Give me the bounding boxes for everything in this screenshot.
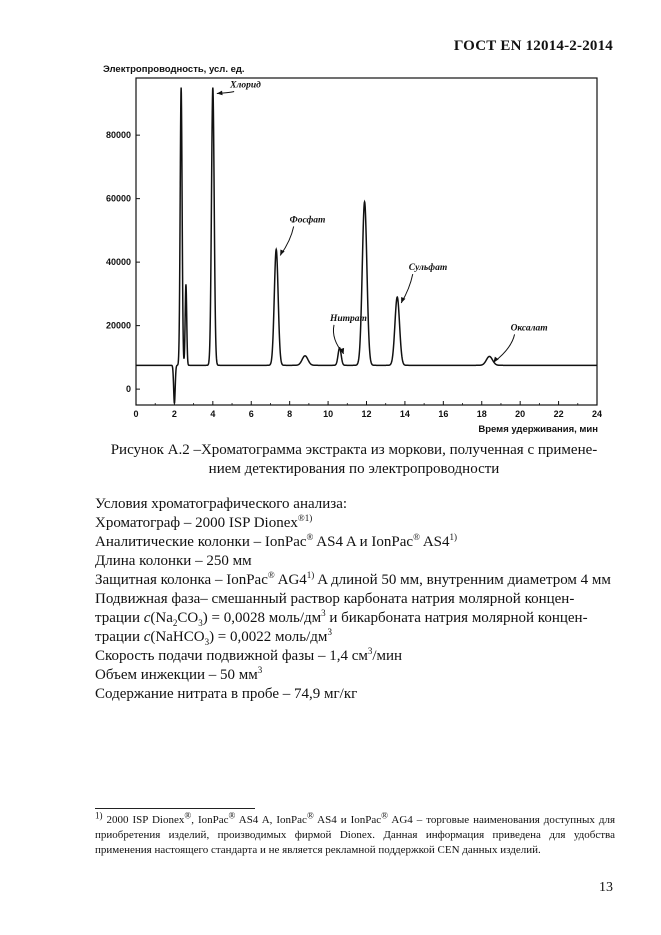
chromatogram-trace: [136, 88, 597, 404]
x-axis-ticks: [133, 401, 602, 419]
analysis-conditions: [95, 495, 615, 704]
y-axis-label: Электропроводность, усл. ед.: [103, 64, 245, 75]
x-tick-label: 6: [248, 409, 254, 419]
x-tick-label: 4: [210, 409, 216, 419]
x-tick-label: 24: [591, 409, 603, 419]
x-tick-label: 12: [361, 409, 372, 419]
peak-label: Нитрат: [330, 313, 367, 324]
mobile-phase-line-1: Подвижная фаза– смешанный раствор карбоната натрия молярной концен-: [95, 591, 575, 607]
x-tick-label: 16: [438, 409, 449, 419]
x-tick-label: 14: [399, 409, 410, 419]
peak-arrowhead: [493, 357, 498, 363]
figure-caption: [94, 441, 614, 479]
y-tick-label: 20000: [105, 320, 131, 331]
caption-line-2: нием детектирования по электропроводности: [208, 461, 500, 477]
columns-line: Аналитические колонки – IonPac® AS4 A и IonPac® AS4$^{1)}$: [95, 532, 458, 550]
peak-arrowhead: [401, 297, 405, 303]
footnote: $^{1)}$ 2000 ISP Dionex®, IonPac® AS4 A, IonPac® AS4 и IonPac® AG4 – торговые наименования доступных для приобретения изделий, производимых фирмой Dionex. Данная информация приведена для удобства применения настоящего стандарта и не является рекламной поддержкой CEN данных изделий.: [95, 810, 615, 856]
x-axis-label: Время удерживания, мин: [478, 424, 598, 435]
injection-volume-line: Объем инжекции – 50 $мм^3$: [95, 665, 263, 683]
y-tick-label: 80000: [105, 130, 131, 141]
chromatogram-chart: [0, 0, 661, 440]
peak-annotations: [217, 80, 548, 363]
y-axis-ticks: [106, 130, 140, 394]
chromatograph-line: Хроматограф – 2000 ISP Dionex$^{®1)}$: [95, 513, 313, 531]
x-tick-label: 2: [171, 409, 177, 419]
flow-rate-line: Скорость подачи подвижной фазы – 1,4 $см^3$/мин: [95, 646, 403, 664]
guard-column-line: Защитная колонка – IonPac® AG4$^{1)}$ A длиной 50 мм, внутренним диаметром 4 мм: [95, 570, 611, 588]
column-length-line: Длина колонки – 250 мм: [95, 553, 252, 569]
peak-label: Сульфат: [408, 263, 448, 274]
x-tick-label: 18: [476, 409, 487, 419]
conditions-intro: Условия хроматографического анализа:: [95, 496, 348, 512]
peak-label: Оксалат: [510, 323, 548, 334]
mobile-phase-line-3: трации c(NaHCO$_3$) = 0,0022 моль/$дм^3$: [95, 627, 332, 647]
standard-header: ГОСТ EN 12014-2-2014: [453, 38, 613, 54]
footnote-divider: [95, 808, 255, 809]
y-tick-label: 0: [125, 384, 131, 395]
caption-line-1: Рисунок А.2 –Хроматограмма экстракта из моркови, полученная с примене-: [110, 442, 598, 458]
peak-label: Хлорид: [230, 80, 261, 91]
y-tick-label: 40000: [105, 257, 131, 268]
x-tick-label: 20: [515, 409, 526, 419]
mobile-phase-line-2: трации $c(Na_2CO_3) = 0,0028$ моль/$дм^3$ и бикарбоната натрия молярной концен-: [95, 608, 588, 628]
peak-arrowhead: [217, 91, 223, 96]
y-tick-label: 60000: [105, 193, 131, 204]
page-number: 13: [599, 880, 613, 895]
x-tick-label: 8: [287, 409, 293, 419]
x-tick-label: 0: [133, 409, 139, 419]
x-tick-label: 22: [553, 409, 564, 419]
peak-label: Фосфат: [289, 215, 326, 226]
nitrate-content-line: Содержание нитрата в пробе – 74,9 мг/кг: [95, 686, 358, 702]
x-tick-label: 10: [323, 409, 334, 419]
